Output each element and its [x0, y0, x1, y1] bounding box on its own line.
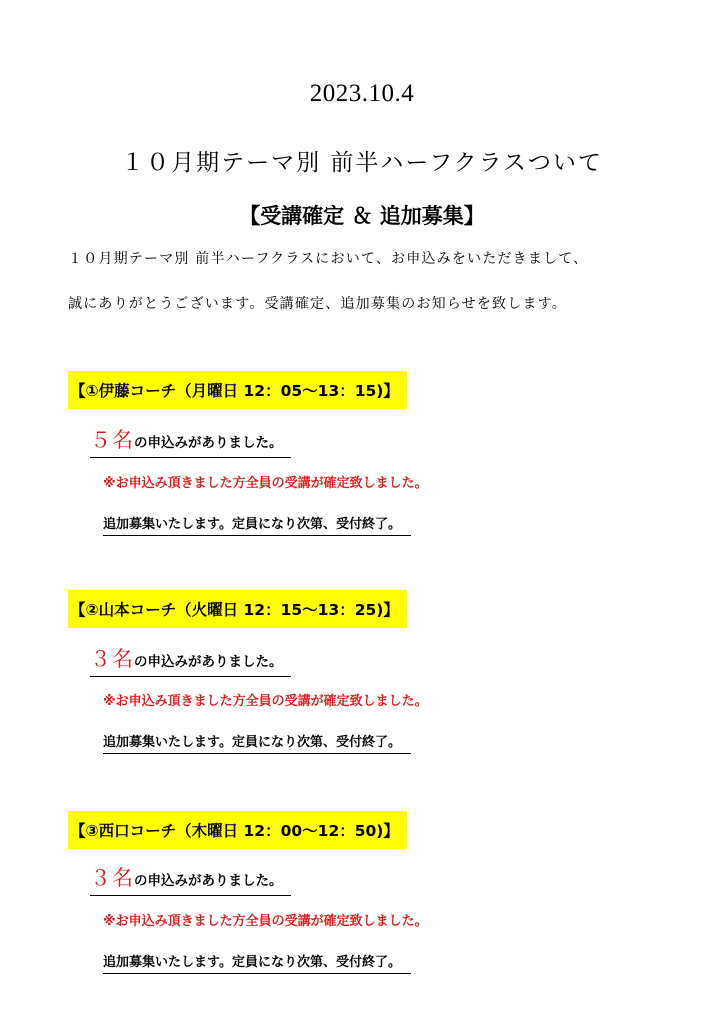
application-count-suffix: の申込みがありました。 [134, 435, 283, 451]
recruit-line-ito: 追加募集いたします。定員になり次第、受付終了。 [103, 513, 411, 536]
application-count-number: ３名 [90, 866, 134, 890]
application-count-yamamoto [90, 643, 291, 677]
section-heading-nishiguchi: 【③西口コーチ（木曜日 12：00～12：50)】 [68, 811, 407, 849]
application-count-ito [90, 424, 291, 458]
application-count-number: ５名 [90, 428, 134, 452]
application-count-suffix: の申込みがありました。 [134, 654, 283, 670]
intro-line-1: １０月期テーマ別 前半ハーフクラスにおいて、お申込みをいただきまして、 [68, 251, 589, 267]
notice-subtitle: 【受講確定 ＆ 追加募集】 [239, 204, 485, 228]
application-count-nishiguchi [90, 862, 291, 896]
confirmation-note-yamamoto: ※お申込み頂きました方全員の受講が確定致しました。 [103, 694, 428, 709]
intro-line-2: 誠にありがとうございます。受講確定、追加募集のお知らせを致します。 [68, 296, 567, 312]
application-count-number: ３名 [90, 647, 134, 671]
recruit-line-nishiguchi: 追加募集いたします。定員になり次第、受付終了。 [103, 951, 411, 974]
section-heading-yamamoto: 【②山本コーチ（火曜日 12：15～13：25)】 [68, 590, 407, 628]
confirmation-note-nishiguchi: ※お申込み頂きました方全員の受講が確定致しました。 [103, 914, 428, 929]
notice-date: 2023.10.4 [309, 80, 415, 107]
confirmation-note-ito: ※お申込み頂きました方全員の受講が確定致しました。 [103, 476, 428, 491]
recruit-line-yamamoto: 追加募集いたします。定員になり次第、受付終了。 [103, 731, 411, 754]
notice-title: １０月期テーマ別 前半ハーフクラスついて [121, 150, 603, 176]
application-count-suffix: の申込みがありました。 [134, 873, 283, 889]
section-heading-ito: 【①伊藤コーチ（月曜日 12：05～13：15)】 [68, 371, 407, 409]
